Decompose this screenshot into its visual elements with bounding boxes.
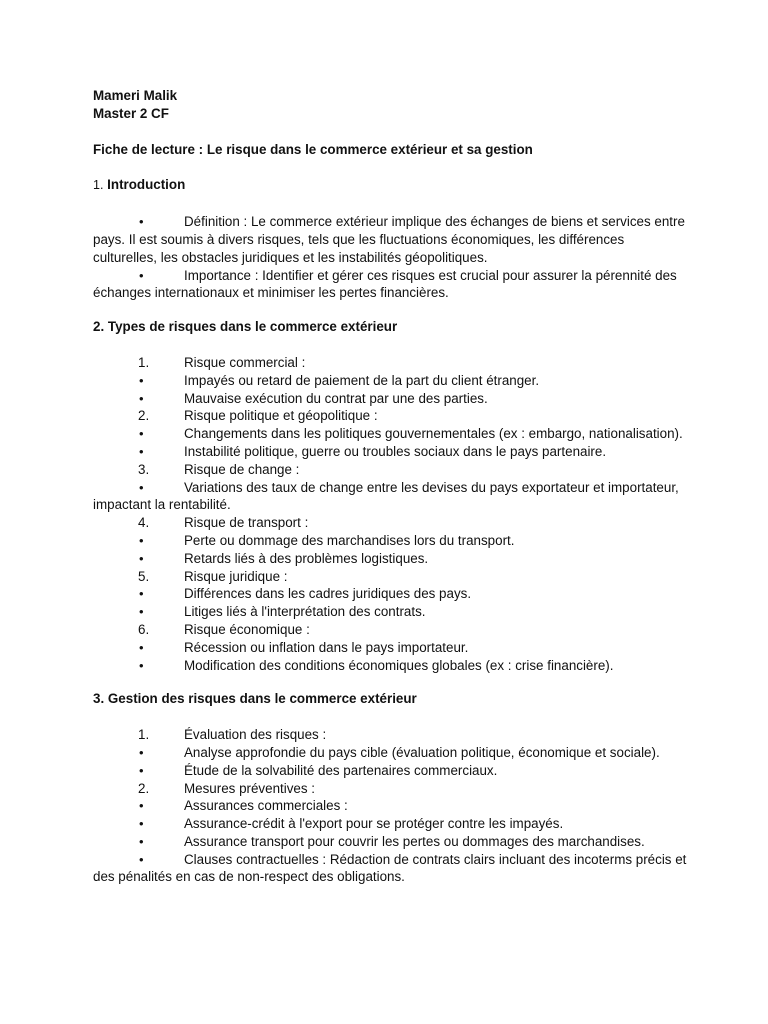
bullet-marker: • <box>139 267 144 283</box>
bullet-item <box>93 744 688 762</box>
number-marker: 4. <box>138 515 150 531</box>
numbered-item <box>93 780 688 798</box>
bullet-item <box>93 479 688 515</box>
bullet-marker: • <box>139 798 144 814</box>
item-text: Instabilité politique, guerre ou troubles sociaux dans le pays partenaire. <box>184 443 607 459</box>
item-text: Récession ou inflation dans le pays importateur. <box>184 639 469 655</box>
item-text: Risque commercial : <box>184 354 306 370</box>
bullet-marker: • <box>139 390 144 406</box>
number-marker: 1. <box>138 727 150 743</box>
number-marker: 3. <box>138 461 150 477</box>
item-text: Variations des taux de change entre les devises du pays exportateur et importateur, impactant la rentabilité. <box>93 479 679 513</box>
bullet-marker: • <box>139 426 144 442</box>
document-title: Fiche de lecture : Le risque dans le commerce extérieur et sa gestion <box>93 141 533 157</box>
bullet-marker: • <box>139 532 144 548</box>
item-text: Mauvaise exécution du contrat par une des parties. <box>184 390 488 406</box>
item-text: Risque de transport : <box>184 515 309 531</box>
number-marker: 2. <box>138 780 150 796</box>
bullet-item <box>93 213 688 266</box>
item-text: Impayés ou retard de paiement de la part du client étranger. <box>184 372 540 388</box>
types-list <box>93 354 688 674</box>
bullet-item <box>93 797 688 815</box>
author-name: Mameri Malik <box>93 88 178 103</box>
bullet-item <box>93 657 688 675</box>
section-number: 1. <box>93 178 104 193</box>
bullet-marker: • <box>139 762 144 778</box>
bullet-marker: • <box>139 372 144 388</box>
section-heading-introduction <box>93 176 688 195</box>
bullet-marker: • <box>139 586 144 602</box>
bullet-item <box>93 443 688 461</box>
item-text: Différences dans les cadres juridiques des pays. <box>184 586 472 602</box>
numbered-item <box>93 621 688 639</box>
section-heading-management: 3. Gestion des risques dans le commerce extérieur <box>93 691 417 707</box>
intro-list <box>93 213 688 302</box>
bullet-item <box>93 762 688 780</box>
item-text: Importance : Identifier et gérer ces risques est crucial pour assurer la pérennité des échanges internationaux et minimiser les pertes financières. <box>93 267 677 301</box>
management-list <box>93 726 688 886</box>
item-text: Évaluation des risques : <box>184 727 327 743</box>
bullet-marker: • <box>139 833 144 849</box>
numbered-item <box>93 568 688 586</box>
bullet-item <box>93 585 688 603</box>
item-text: Litiges liés à l'interprétation des contrats. <box>184 604 426 620</box>
bullet-marker: • <box>139 604 144 620</box>
numbered-item <box>93 354 688 372</box>
item-text: Perte ou dommage des marchandises lors du transport. <box>184 532 515 548</box>
bullet-marker: • <box>139 816 144 832</box>
numbered-item <box>93 726 688 744</box>
bullet-marker: • <box>139 639 144 655</box>
numbered-item <box>93 514 688 532</box>
number-marker: 1. <box>138 354 150 370</box>
bullet-marker: • <box>139 479 144 495</box>
bullet-item <box>93 603 688 621</box>
item-text: Analyse approfondie du pays cible (évaluation politique, économique et sociale). <box>184 744 660 760</box>
bullet-item <box>93 815 688 833</box>
bullet-marker: • <box>139 550 144 566</box>
item-text: Assurance transport pour couvrir les pertes ou dommages des marchandises. <box>184 833 645 849</box>
bullet-marker: • <box>139 214 144 230</box>
bullet-item <box>93 833 688 851</box>
item-text: Assurance-crédit à l'export pour se protéger contre les impayés. <box>184 816 564 832</box>
number-marker: 2. <box>138 408 150 424</box>
item-text: Risque de change : <box>184 461 300 477</box>
item-text: Risque politique et géopolitique : <box>184 408 378 424</box>
numbered-item <box>93 461 688 479</box>
bullet-item <box>93 425 688 443</box>
item-text: Définition : Le commerce extérieur implique des échanges de biens et services entre pays. Il est soumis à divers risques, tels que les fluctuations économiques, les différences culturelles, les obstacles juridiques et les instabilités géopolitiques. <box>93 214 685 265</box>
numbered-item <box>93 407 688 425</box>
number-marker: 6. <box>138 621 150 637</box>
bullet-marker: • <box>139 657 144 673</box>
item-text: Retards liés à des problèmes logistiques. <box>184 550 429 566</box>
item-text: Clauses contractuelles : Rédaction de contrats clairs incluant des incoterms précis et des pénalités en cas de non-respect des obligations. <box>93 851 687 885</box>
item-text: Assurances commerciales : <box>184 798 348 814</box>
bullet-marker: • <box>139 851 144 867</box>
bullet-item <box>93 639 688 657</box>
item-text: Modification des conditions économiques globales (ex : crise financière). <box>184 657 614 673</box>
number-marker: 5. <box>138 568 150 584</box>
section-heading-text: Introduction <box>107 177 186 193</box>
bullet-item <box>93 372 688 390</box>
item-text: Risque économique : <box>184 621 310 637</box>
bullet-item <box>93 390 688 408</box>
item-text: Mesures préventives : <box>184 780 315 796</box>
item-text: Changements dans les politiques gouvernementales (ex : embargo, nationalisation). <box>184 426 683 442</box>
bullet-item <box>93 851 688 887</box>
item-text: Risque juridique : <box>184 568 288 584</box>
bullet-item <box>93 267 688 303</box>
bullet-item <box>93 550 688 568</box>
section-heading-types: 2. Types de risques dans le commerce extérieur <box>93 319 398 335</box>
bullet-marker: • <box>139 744 144 760</box>
bullet-marker: • <box>139 443 144 459</box>
item-text: Étude de la solvabilité des partenaires commerciaux. <box>184 762 498 778</box>
bullet-item <box>93 532 688 550</box>
program-name: Master 2 CF <box>93 105 169 121</box>
